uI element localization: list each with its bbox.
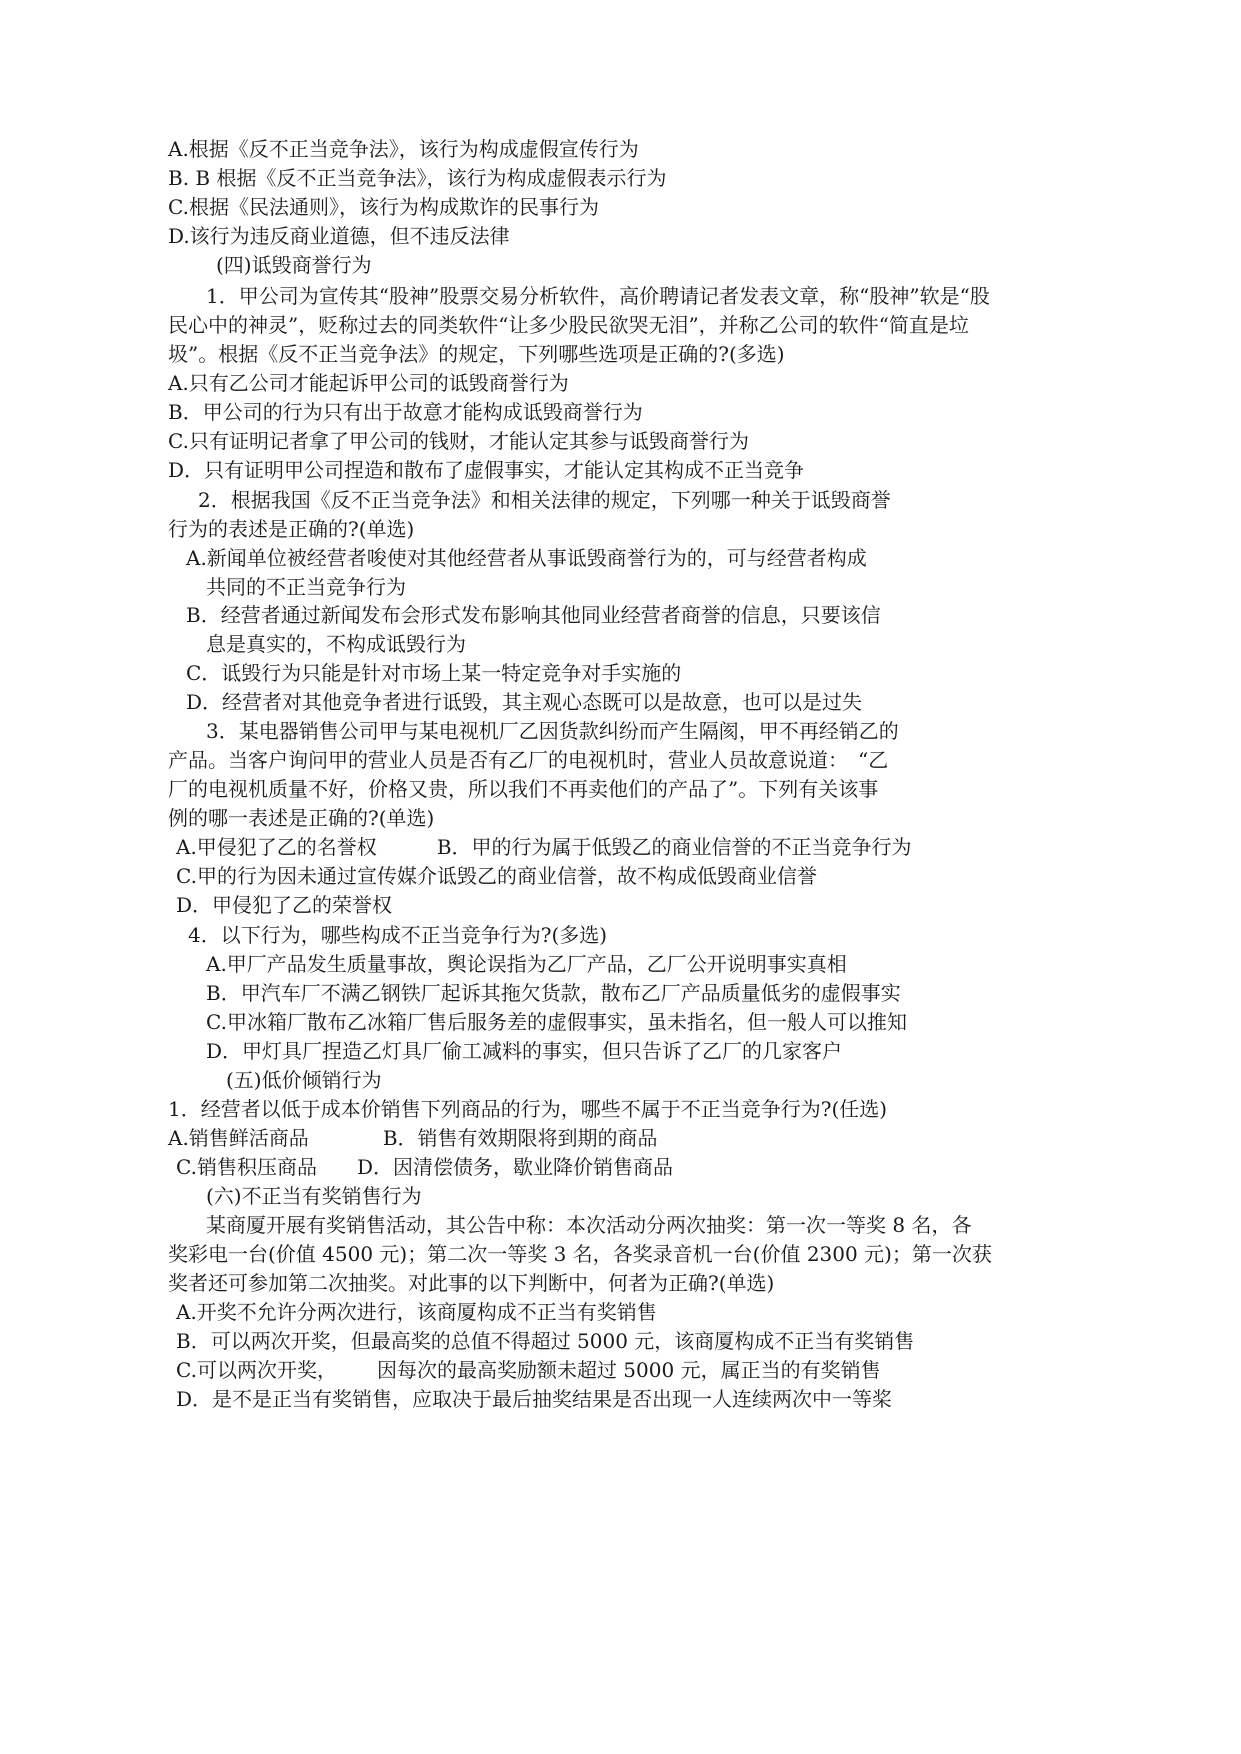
option-c: C.可以两次开奖， — [176, 1358, 337, 1382]
question-text: 例的哪一表述是正确的?(单选) — [168, 806, 435, 830]
option-line — [176, 1153, 673, 1181]
option-d: D．因清偿债务，歇业降价销售商品 — [356, 1155, 673, 1179]
option-line: 息是真实的，不构成诋毁行为 — [206, 632, 466, 656]
option-line: D．甲灯具厂捏造乙灯具厂偷工减料的事实，但只告诉了乙厂的几家客户 — [206, 1039, 843, 1063]
option-line: C.甲的行为因未通过宣传媒介诋毁乙的商业信誉，故不构成低毁商业信誉 — [176, 864, 817, 888]
option-line: D．经营者对其他竞争者进行诋毁，其主观心态既可以是故意，也可以是过失 — [186, 690, 863, 714]
option-line: D.该行为违反商业道德，但不违反法律 — [168, 224, 510, 248]
option-line: C.甲冰箱厂散布乙冰箱厂售后服务差的虚假事实，虽未指名，但一般人可以推知 — [206, 1010, 907, 1034]
section-heading: (六)不正当有奖销售行为 — [206, 1184, 422, 1208]
option-line — [176, 1356, 881, 1384]
section-heading: (五)低价倾销行为 — [226, 1068, 382, 1092]
question-text: 1．经营者以低于成本价销售下列商品的行为，哪些不属于不正当竞争行为?(任选) — [168, 1097, 888, 1121]
option-line — [168, 1124, 658, 1152]
option-b: B．甲的行为属于低毁乙的商业信誉的不正当竞争行为 — [436, 835, 912, 859]
option-line: A.开奖不允许分两次进行，该商厦构成不正当有奖销售 — [176, 1300, 657, 1324]
option-line: D．只有证明甲公司捏造和散布了虚假事实，才能认定其构成不正当竞争 — [168, 458, 805, 482]
option-line: A.新闻单位被经营者唆使对其他经营者从事诋毁商誉行为的，可与经营者构成 — [186, 546, 867, 570]
option-line: A.根据《反不正当竞争法》，该行为构成虚假宣传行为 — [168, 137, 639, 161]
option-line: D．是不是正当有奖销售，应取决于最后抽奖结果是否出现一人连续两次中一等桨 — [176, 1387, 893, 1411]
question-text: 民心中的神灵”，贬称过去的同类软件“让多少股民欲哭无泪”，并称乙公司的软件“简直是垃 — [168, 313, 969, 337]
question-text: 3．某电器销售公司甲与某电视机厂乙因货款纠纷而产生隔阂，甲不再经销乙的 — [206, 719, 899, 743]
option-line: B．可以两次开奖，但最高奖的总值不得超过 5000 元，该商厦构成不正当有奖销售 — [176, 1329, 915, 1353]
question-text: 2．根据我国《反不正当竞争法》和相关法律的规定，下列哪一种关于诋毁商誉 — [198, 488, 891, 512]
option-line: B．经营者通过新闻发布会形式发布影响其他同业经营者商誉的信息，只要该信 — [186, 603, 881, 627]
option-line: A.甲厂产品发生质量事故，舆论误指为乙厂产品，乙厂公开说明事实真相 — [206, 952, 847, 976]
option-a: A.甲侵犯了乙的名誉权 — [176, 835, 377, 859]
question-text: 行为的表述是正确的?(单选) — [168, 517, 415, 541]
option-line: B．甲公司的行为只有出于故意才能构成诋毁商誉行为 — [168, 400, 643, 424]
question-text: 厂的电视机质量不好，价格又贵，所以我们不再卖他们的产品了”。下列有关该事 — [168, 777, 879, 801]
section-heading: (四)诋毁商誉行为 — [216, 253, 372, 277]
option-line: D．甲侵犯了乙的荣誉权 — [176, 893, 393, 917]
option-line: A.只有乙公司才能起诉甲公司的诋毁商誉行为 — [168, 371, 569, 395]
option-line: C.根据《民法通则》，该行为构成欺诈的民事行为 — [168, 195, 599, 219]
option-line: C．诋毁行为只能是针对市场上某一特定竞争对手实施的 — [186, 661, 682, 685]
option-c-cont: 因每次的最高奖励额未超过 5000 元，属正当的有奖销售 — [376, 1358, 881, 1382]
option-line: B. B 根据《反不正当竞争法》，该行为构成虚假表示行为 — [168, 166, 667, 190]
option-line: B．甲汽车厂不满乙钢铁厂起诉其拖欠货款，散布乙厂产品质量低劣的虚假事实 — [206, 981, 901, 1005]
question-text: 奖彩电一台(价值 4500 元)；第二次一等奖 3 名，各奖录音机一台(价值 2300 元)；第一次获 — [168, 1242, 992, 1266]
question-text: 1．甲公司为宣传其“股神”股票交易分析软件，高价聘请记者发表文章，称“股神”软是“股 — [206, 284, 990, 308]
option-b: B．销售有效期限将到期的商品 — [382, 1126, 658, 1150]
question-text: 某商厦开展有奖销售活动，其公告中称：本次活动分两次抽奖：第一次一等奖 8 名，各 — [206, 1213, 972, 1237]
question-text: 奖者还可参加第二次抽奖。对此事的以下判断中，何者为正确?(单选) — [168, 1271, 775, 1295]
question-text: 产品。当客户询问甲的营业人员是否有乙厂的电视机时，营业人员故意说道： “乙 — [168, 748, 889, 772]
option-line: 共同的不正当竞争行为 — [206, 575, 406, 599]
option-line: C.只有证明记者拿了甲公司的钱财，才能认定其参与诋毁商誉行为 — [168, 429, 749, 453]
option-c: C.销售积压商品 — [176, 1155, 317, 1179]
option-a: A.销售鲜活商品 — [168, 1126, 309, 1150]
question-text: 4．以下行为，哪些构成不正当竞争行为?(多选) — [188, 923, 608, 947]
question-text: 圾”。根据《反不正当竞争法》的规定，下列哪些选项是正确的?(多选) — [168, 342, 785, 366]
option-line — [176, 833, 912, 861]
